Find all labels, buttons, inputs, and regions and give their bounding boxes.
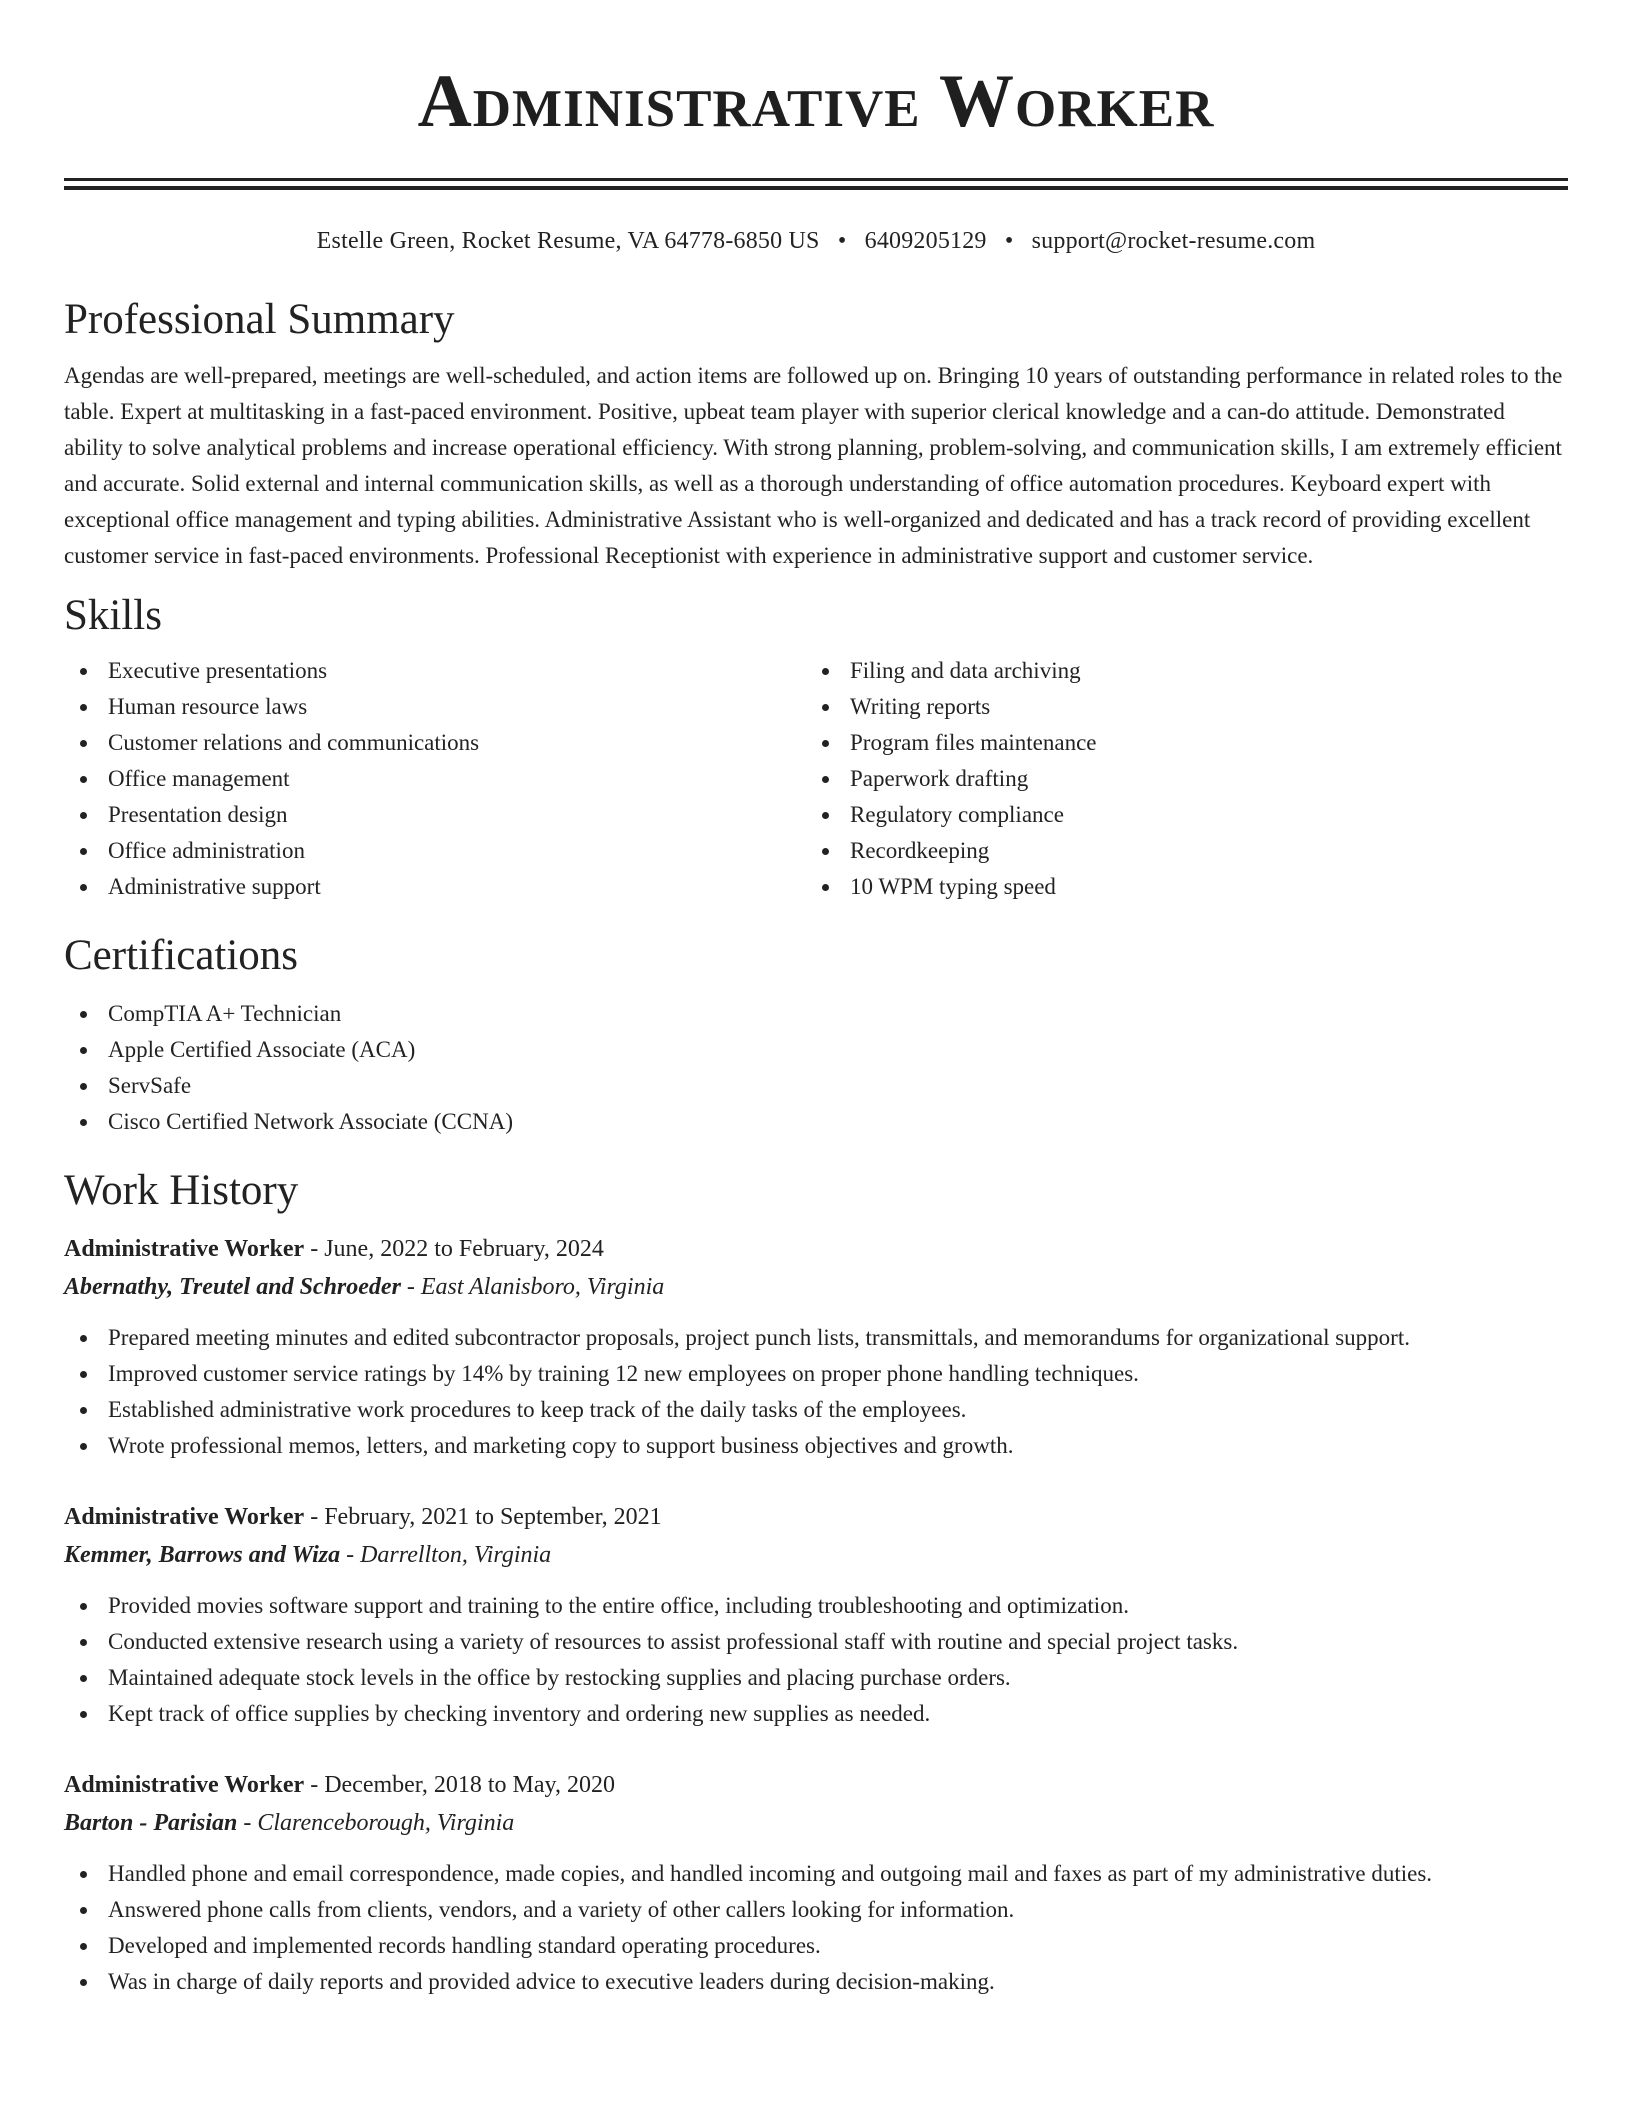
job-company-line [64, 1804, 1568, 1842]
skill-item: Paperwork drafting [806, 761, 1548, 797]
skill-item: Human resource laws [64, 689, 806, 725]
skill-item: Writing reports [806, 689, 1548, 725]
work-history-heading: Work History [64, 1167, 299, 1214]
skills-list-right [806, 653, 1548, 905]
title-divider [64, 178, 1568, 190]
job-title-line [64, 1766, 1568, 1804]
skill-item: Program files maintenance [806, 725, 1548, 761]
contact-phone: 6409205129 [864, 228, 987, 254]
job-bullet: Was in charge of daily reports and provided advice to executive leaders during decision-making. [64, 1964, 1568, 2000]
skill-item: Filing and data archiving [806, 653, 1548, 689]
job-company: Abernathy, Treutel and Schroeder [64, 1274, 401, 1300]
skill-item: Presentation design [64, 797, 806, 833]
certification-item: Apple Certified Associate (ACA) [64, 1032, 1568, 1068]
certification-item: Cisco Certified Network Associate (CCNA) [64, 1104, 1568, 1140]
job-entry [64, 1230, 1568, 1464]
job-dates: - December, 2018 to May, 2020 [304, 1772, 615, 1798]
contact-line [64, 226, 1568, 256]
contact-separator: • [1004, 228, 1014, 254]
skill-item: Executive presentations [64, 653, 806, 689]
skill-item: Regulatory compliance [806, 797, 1548, 833]
job-bullet: Developed and implemented records handling standard operating procedures. [64, 1928, 1568, 1964]
contact-separator: • [837, 228, 847, 254]
skill-item: Customer relations and communications [64, 725, 806, 761]
resume-title: Administrative Worker [417, 60, 1215, 143]
summary-heading: Professional Summary [64, 296, 455, 343]
skill-item: Office administration [64, 833, 806, 869]
job-bullet: Conducted extensive research using a variety of resources to assist professional staff with routine and special project tasks. [64, 1624, 1568, 1660]
summary-text: Agendas are well-prepared, meetings are well-scheduled, and action items are followed up on. Bringing 10 years of outstanding performance in related roles to the table. Expert at multitasking in a fast-paced environment. Positive, upbeat team player with superior clerical knowledge and a can-do attitude. Demonstrated ability to solve analytical problems and increase operational efficiency. With strong planning, problem-solving, and communication skills, I am extremely efficient and accurate. Solid external and internal communication skills, as well as a thorough understanding of office automation procedures. Keyboard expert with exceptional office management and typing abilities. Administrative Assistant who is well-organized and dedicated and has a track record of providing excellent customer service in fast-paced environments. Professional Receptionist with experience in administrative support and customer service. [64, 363, 1563, 568]
contact-email: support@rocket-resume.com [1031, 228, 1316, 254]
job-company: Barton - Parisian [64, 1810, 238, 1836]
job-company: Kemmer, Barrows and Wiza [64, 1542, 341, 1568]
job-bullet: Kept track of office supplies by checking inventory and ordering new supplies as needed. [64, 1696, 1568, 1732]
job-company-line [64, 1536, 1568, 1574]
job-bullet: Handled phone and email correspondence, made copies, and handled incoming and outgoing mail and faxes as part of my administrative duties. [64, 1856, 1568, 1892]
job-bullets [64, 1320, 1568, 1464]
skill-item: Office management [64, 761, 806, 797]
divider-line-thick [64, 186, 1568, 190]
job-entry [64, 1766, 1568, 2000]
job-dates: - February, 2021 to September, 2021 [304, 1504, 662, 1530]
certifications-list [64, 996, 1568, 1140]
skills-columns [64, 653, 1568, 905]
skill-item: 10 WPM typing speed [806, 869, 1548, 905]
job-title-line [64, 1498, 1568, 1536]
job-location: - East Alanisboro, Virginia [400, 1274, 665, 1300]
certifications-heading: Certifications [64, 932, 299, 979]
skill-item: Recordkeeping [806, 833, 1548, 869]
skills-list-left [64, 653, 806, 905]
job-entry [64, 1498, 1568, 1732]
job-location: - Clarenceborough, Virginia [237, 1810, 515, 1836]
job-company-line [64, 1268, 1568, 1306]
job-bullet: Improved customer service ratings by 14% by training 12 new employees on proper phone handling techniques. [64, 1356, 1568, 1392]
divider-line-thin [64, 178, 1568, 181]
job-bullet: Answered phone calls from clients, vendors, and a variety of other callers looking for information. [64, 1892, 1568, 1928]
job-bullet: Maintained adequate stock levels in the office by restocking supplies and placing purchase orders. [64, 1660, 1568, 1696]
job-bullet: Established administrative work procedures to keep track of the daily tasks of the employees. [64, 1392, 1568, 1428]
skill-item: Administrative support [64, 869, 806, 905]
job-title: Administrative Worker [64, 1236, 305, 1262]
job-bullets [64, 1588, 1568, 1732]
job-title: Administrative Worker [64, 1504, 305, 1530]
certification-item: CompTIA A+ Technician [64, 996, 1568, 1032]
job-title-line [64, 1230, 1568, 1268]
certification-item: ServSafe [64, 1068, 1568, 1104]
job-bullet: Prepared meeting minutes and edited subcontractor proposals, project punch lists, transmittals, and memorandums for organizational support. [64, 1320, 1568, 1356]
job-bullet: Provided movies software support and training to the entire office, including troubleshooting and optimization. [64, 1588, 1568, 1624]
job-location: - Darrellton, Virginia [340, 1542, 552, 1568]
job-dates: - June, 2022 to February, 2024 [304, 1236, 604, 1262]
job-title: Administrative Worker [64, 1772, 305, 1798]
job-bullet: Wrote professional memos, letters, and marketing copy to support business objectives and growth. [64, 1428, 1568, 1464]
skills-heading: Skills [64, 592, 162, 639]
contact-address: Estelle Green, Rocket Resume, VA 64778-6850 US [316, 228, 820, 254]
job-bullets [64, 1856, 1568, 2000]
